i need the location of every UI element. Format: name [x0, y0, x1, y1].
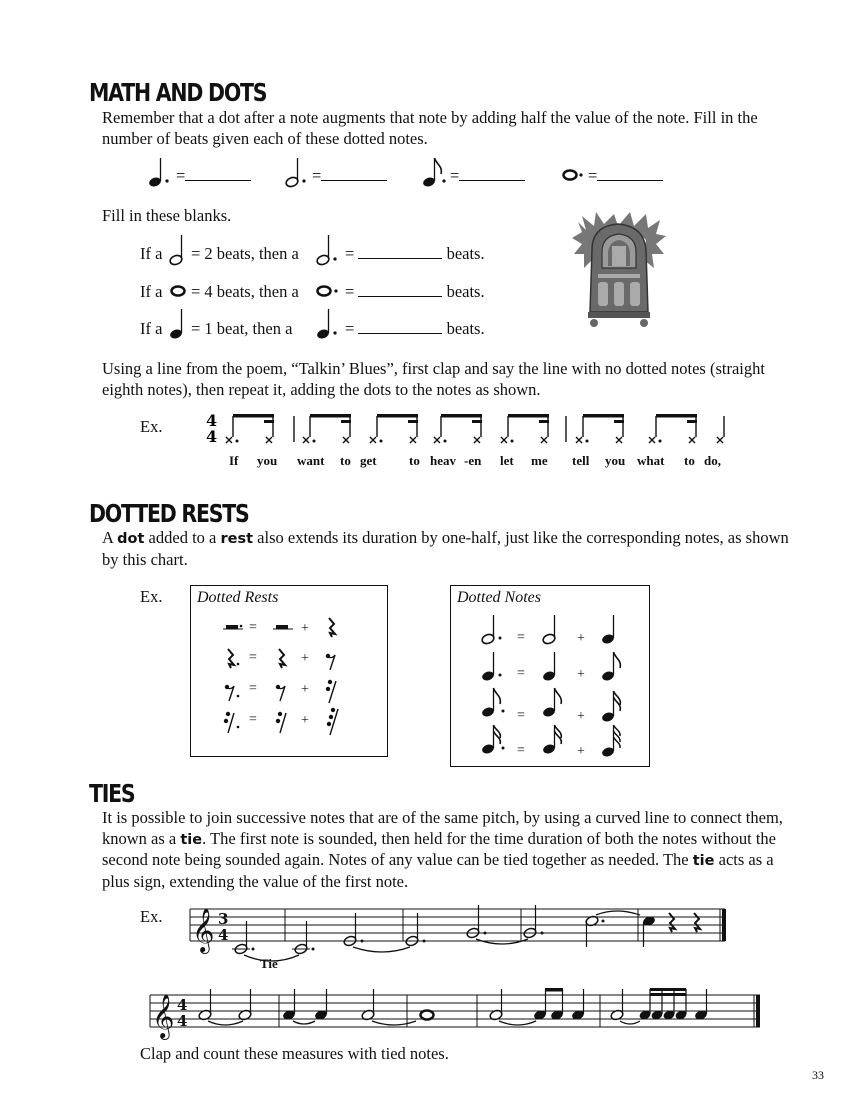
- lyric-word: let: [500, 453, 514, 468]
- answer-blank[interactable]: [358, 244, 442, 259]
- answer-blank[interactable]: [185, 166, 251, 181]
- svg-text:3: 3: [218, 910, 229, 928]
- jukebox-illustration: [572, 210, 668, 330]
- plus-sign: +: [577, 667, 585, 682]
- equals-sign: =: [249, 620, 257, 635]
- equals-sign: =: [345, 282, 355, 301]
- ex-label: Ex.: [140, 587, 163, 606]
- math-dots-intro: Remember that a dot after a note augments that note by adding half the value of the note. Fill in the number of beats given each of these dotted notes.: [102, 108, 758, 148]
- row-mid-text: = 4 beats, then a: [191, 282, 299, 301]
- quarter-note-icon: [169, 306, 189, 342]
- equals-sign: =: [517, 666, 525, 681]
- poem-instructions: Using a line from the poem, “Talkin’ Blues”, first clap and say the line with no dotted notes (straight eighth notes), then repeat it, adding the dots to the notes as shown.: [102, 359, 765, 399]
- lyric-word: tell: [572, 453, 590, 468]
- lyric-word: to: [340, 453, 351, 468]
- row-mid-text: = 1 beat, then a: [191, 319, 293, 338]
- dotted-eighth-note-icon: [422, 155, 452, 191]
- if-a-label: If a: [140, 282, 163, 301]
- tie-label: Tie: [260, 956, 278, 971]
- answer-blank[interactable]: [358, 319, 442, 334]
- heading-math-and-dots: MATH AND DOTS: [89, 78, 267, 107]
- page-number: 33: [812, 1068, 824, 1082]
- if-a-label: If a: [140, 319, 163, 338]
- dotted-half-note-icon: [316, 232, 342, 268]
- answer-blank[interactable]: [358, 282, 442, 297]
- rhythm-example-notation: [200, 408, 740, 450]
- ex-label: Ex.: [140, 907, 163, 926]
- heading-dotted-rests: DOTTED RESTS: [89, 499, 249, 528]
- equals-sign: =: [176, 166, 186, 185]
- lyric-word: do,: [704, 453, 721, 468]
- lyric-word: want: [297, 453, 325, 468]
- half-note-icon: [169, 232, 189, 268]
- lyric-word: what: [637, 453, 665, 468]
- dotted-rests-title: Dotted Rests: [197, 589, 279, 606]
- dotted-notes-title: Dotted Notes: [457, 589, 541, 606]
- lyric-word: heav: [430, 453, 456, 468]
- beats-suffix: beats.: [446, 319, 485, 338]
- whole-note-icon: [170, 282, 190, 300]
- plus-sign: +: [577, 744, 585, 759]
- ex-label: Ex.: [140, 417, 163, 436]
- equals-sign: =: [517, 708, 525, 723]
- equals-sign: =: [345, 244, 355, 263]
- beats-suffix: beats.: [446, 244, 485, 263]
- lyric-word: you: [605, 453, 626, 468]
- lyric-word: -en: [464, 453, 482, 468]
- heading-ties: TIES: [89, 779, 135, 808]
- fill-blanks-label: Fill in these blanks.: [102, 206, 232, 225]
- answer-blank[interactable]: [459, 166, 525, 181]
- dotted-rests-intro: A dot added to a rest also extends its duration by one-half, just like the corresponding notes, as shown by this chart.: [102, 528, 789, 569]
- clap-instructions: Clap and count these measures with tied notes.: [140, 1044, 449, 1063]
- row-mid-text: = 2 beats, then a: [191, 244, 299, 263]
- dotted-quarter-note-icon: [148, 155, 178, 191]
- svg-text:𝄞: 𝄞: [192, 908, 215, 952]
- beats-suffix: beats.: [446, 282, 485, 301]
- lyric-word: to: [684, 453, 695, 468]
- equals-sign: =: [249, 712, 257, 727]
- plus-sign: +: [301, 682, 309, 697]
- equals-sign: =: [345, 319, 355, 338]
- plus-sign: +: [577, 631, 585, 646]
- equals-sign: =: [312, 166, 322, 185]
- svg-text:4: 4: [218, 926, 229, 944]
- svg-text:4: 4: [206, 427, 218, 446]
- equals-sign: =: [588, 166, 598, 185]
- answer-blank[interactable]: [597, 166, 663, 181]
- plus-sign: +: [301, 713, 309, 728]
- svg-text:4: 4: [177, 1012, 188, 1030]
- plus-sign: +: [577, 709, 585, 724]
- equals-sign: =: [249, 681, 257, 696]
- tie-example-staff-1: [190, 897, 740, 957]
- if-a-label: If a: [140, 244, 163, 263]
- lyric-word: you: [257, 453, 278, 468]
- lyric-word: If: [229, 453, 239, 468]
- dotted-notes-equations: [450, 585, 648, 765]
- dotted-quarter-note-icon: [316, 306, 342, 342]
- plus-sign: +: [301, 621, 309, 636]
- equals-sign: =: [517, 630, 525, 645]
- equals-sign: =: [450, 166, 460, 185]
- lyric-word: get: [360, 453, 377, 468]
- svg-text:𝄞: 𝄞: [152, 994, 175, 1038]
- dotted-whole-note-icon: [316, 282, 342, 300]
- tie-example-staff-2: [150, 985, 770, 1038]
- ties-intro: It is possible to join successive notes that are of the same pitch, by using a curved line to connect them, known as a tie. The first note is sounded, then held for the time duration of both the notes without the second note being sounded again. Notes of any value can be tied together as needed. The tie acts as a plus sign, extending the value of the first note.: [102, 808, 783, 891]
- answer-blank[interactable]: [321, 166, 387, 181]
- dotted-rests-equations: [190, 585, 386, 755]
- lyric-word: me: [531, 453, 548, 468]
- lyric-word: to: [409, 453, 420, 468]
- plus-sign: +: [301, 651, 309, 666]
- svg-text:4: 4: [206, 411, 218, 430]
- equals-sign: =: [517, 743, 525, 758]
- dotted-half-note-icon: [285, 155, 315, 191]
- equals-sign: =: [249, 650, 257, 665]
- svg-text:4: 4: [177, 996, 188, 1014]
